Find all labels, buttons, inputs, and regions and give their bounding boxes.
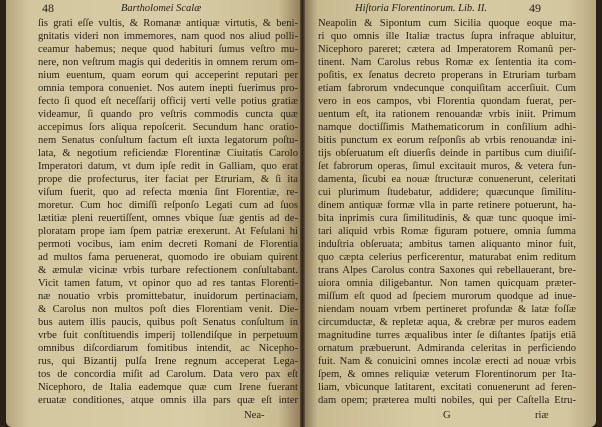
text-line: miſſum eſt quod ad ſpeciem murorum quodque ad inue-: [318, 291, 576, 302]
text-line: damenta, ſicubi ea nouæ ſtructuræ conuenerunt, celeritati: [318, 174, 576, 185]
text-line: ſet fabrorum operas, ſimul excitauit muros, & vetera fun-: [318, 161, 576, 172]
text-line: ſis grati eſſe vultis, & Romanæ antiquæ virtutis, & beni-: [38, 18, 298, 29]
text-line: Nicephoro, de Italia eademque quæ cum Irene fuerant: [38, 382, 298, 393]
body-text: [318, 17, 576, 407]
page-number: 48: [42, 1, 54, 15]
text-line: induſtria obſeruata; ambitus tamen aliquanto minor fuit,: [318, 239, 576, 250]
running-head: Bartholomei Scalæ: [121, 3, 202, 14]
text-line: liam, vbicunque latitarent, excitati conuenerunt ad feren-: [318, 382, 576, 393]
text-line: ad multos fama peruenerat, quomodo ire obuiam quirent: [38, 252, 298, 263]
text-line: lætitiæ pleni reuertiſſent, omnes vbique ſuæ gentis ad de-: [38, 213, 298, 224]
text-line: videamur, ſi quando pro veſtris commodis cuncta quæ: [38, 109, 298, 120]
text-line: lata, & negotium reficiendæ Florentinæ Ciuitatis Carolo: [38, 148, 298, 159]
text-line: bita inprimis cura ſimilitudinis, & quæ tunc quoque imi-: [318, 213, 576, 224]
body-text: [38, 17, 298, 407]
text-line: Nicephoro pareret; cætera ad Imperatorem Romanũ per-: [318, 44, 576, 55]
text-line: Neapolin & Sipontum cum Sicilia quoque eoque ma-: [318, 18, 576, 29]
catchword: riæ: [535, 410, 549, 421]
text-line: prope die profecturus, iter faciat per Etruriam, & ſi ita: [38, 174, 298, 185]
text-line: accepimus ſors aliqua repoſcerit. Secundum hanc oratio-: [38, 122, 298, 133]
text-line: næ nouatio vrbis promittebatur, inuidorum pertinaciam,: [38, 291, 298, 302]
text-line: nium euentum, quam eorum qui acceperint reputari per: [38, 70, 298, 81]
text-line: magnitudine turres æqualibus inter ſe diſtantes ſpatijs etiã: [318, 330, 576, 341]
text-line: namque doctiſſimis Mathematicorum in conſilium adhi-: [318, 122, 576, 133]
text-line: gnitatis videri non immemores, nam quod nos aliud polli-: [38, 31, 298, 42]
text-line: Imperatori datum, vt dum ipſe redit in Galliam, quo erat: [38, 161, 298, 172]
text-line: trans Alpes Carolus contra Saxones qui rebellauerant, bre-: [318, 265, 576, 276]
right-page: [303, 0, 596, 427]
text-line: eruatæ conditiones, atque omnis illa pars quæ eſt inter: [38, 395, 298, 406]
text-line: poſitis, ex ſenatus decreto properans in Etruriam turbam: [318, 70, 576, 81]
text-line: ſpem, & omnes reliquiæ veterum Florentinorum per Ita-: [318, 369, 576, 380]
catchword: Nea-: [244, 410, 265, 421]
text-line: nere, non veſtrum magis qui dederitis in omnem rerum om-: [38, 57, 298, 68]
text-line: moretur. Cum hoc dimiſſi reſponſo Legati cum ad ſuos: [38, 200, 298, 211]
text-line: etiam fabrorum vndecunque conquiſitam accerſiuit. Cum: [318, 83, 576, 94]
text-line: bus autem illis paucis, quibus poſt Senatus conſultum in: [38, 317, 298, 328]
text-line: ploratam prope iam ſpem patriæ erexerunt. At Feſulani hi: [38, 226, 298, 237]
text-line: uentum eſt, ita rationem renouandæ vrbis iniit. Primum: [318, 109, 576, 120]
text-line: quo cæpta celerius perficerentur, maturabat enim reditum: [318, 252, 576, 263]
text-line: tos de concordia miſit ad Carolum. Data vero pax eſt: [38, 369, 298, 380]
text-line: ornatum præbuerunt. Admiranda celeritas in perficiendo: [318, 343, 576, 354]
text-line: ceamur habemus; neque quod habituri ſumus veſtro mu-: [38, 44, 298, 55]
text-line: omnia tempora conueniet. Nos autem inepti fuerimus pro-: [38, 83, 298, 94]
text-line: & æmulæ vicinæ vrbis turbare refectionem conſultabant.: [38, 265, 298, 276]
text-line: & Carolus non multos poſt dies Florentiam venit. Die-: [38, 304, 298, 315]
text-line: dinem antiquæ formæ vlla in parte retinere potuerunt, ha-: [318, 200, 576, 211]
signature-mark: G: [443, 410, 451, 421]
text-line: tinent. Nam Carolus rebus Romæ ex ſententia ita com-: [318, 57, 576, 68]
text-line: ri quo omnis ille Italiæ tractus ſupra infraque abluitur,: [318, 31, 576, 42]
text-line: tijs obſeruatum eſt diuerſis deinde in partibus cum diuiſiſ-: [318, 148, 576, 159]
text-line: vrbe fuit conſtituendis imperij tollendiſque in perpetuum: [38, 330, 298, 341]
running-head: Hiſtoria Florentinorum. Lib. II.: [355, 3, 488, 14]
text-line: fuit. Nam & conuicini omnes incolæ erecti ad nouæ vrbis: [318, 356, 576, 367]
book-gutter: [300, 0, 305, 427]
text-line: cui plurimum ſtudebatur, addidere; quæcunque ſimilitu-: [318, 187, 576, 198]
text-line: fecto ſi quod eſt neceſſarij officij verti velle potius gratiæ: [38, 96, 298, 107]
text-line: bitis punctum ex eorum reſponſis ab vrbis renouandæ ini-: [318, 135, 576, 146]
text-line: Vicit tamen fatum, vt opinor quo ad res tantas Florenti-: [38, 278, 298, 289]
text-line: omnibus diſcordiarum fomitibus intendit, ac Nicepho-: [38, 343, 298, 354]
text-line: viſum fuerit, quo ad refecta mœnia ſint Florentiæ, re-: [38, 187, 298, 198]
text-line: tari aliquid vrbis Romæ figuram potuere, omnia ſumma: [318, 226, 576, 237]
text-line: niendam nouam vrbem pertineret profundæ & latæ foſſæ: [318, 304, 576, 315]
page-number: 49: [529, 1, 541, 15]
left-page: [6, 0, 302, 427]
text-line: permoti vocibus, iam enim decreti Romani de Florentia: [38, 239, 298, 250]
text-line: rus, qui Bizantij pulſa Irene regnum acceperat Lega-: [38, 356, 298, 367]
text-line: uiora omnia diligebantur. Non tamen quicquam præter-: [318, 278, 576, 289]
text-line: nem Senatus conſultum factum eſt iuxta legatorum poſtu-: [38, 135, 298, 146]
text-line: dam opem; præterea multi nobiles, qui per Caſtella Etru-: [318, 395, 576, 406]
text-line: vero in eos campos, vbi Florentia quondam fuerat, per-: [318, 96, 576, 107]
text-line: circumductæ, & repletæ aqua, & crebræ per muros eadem: [318, 317, 576, 328]
